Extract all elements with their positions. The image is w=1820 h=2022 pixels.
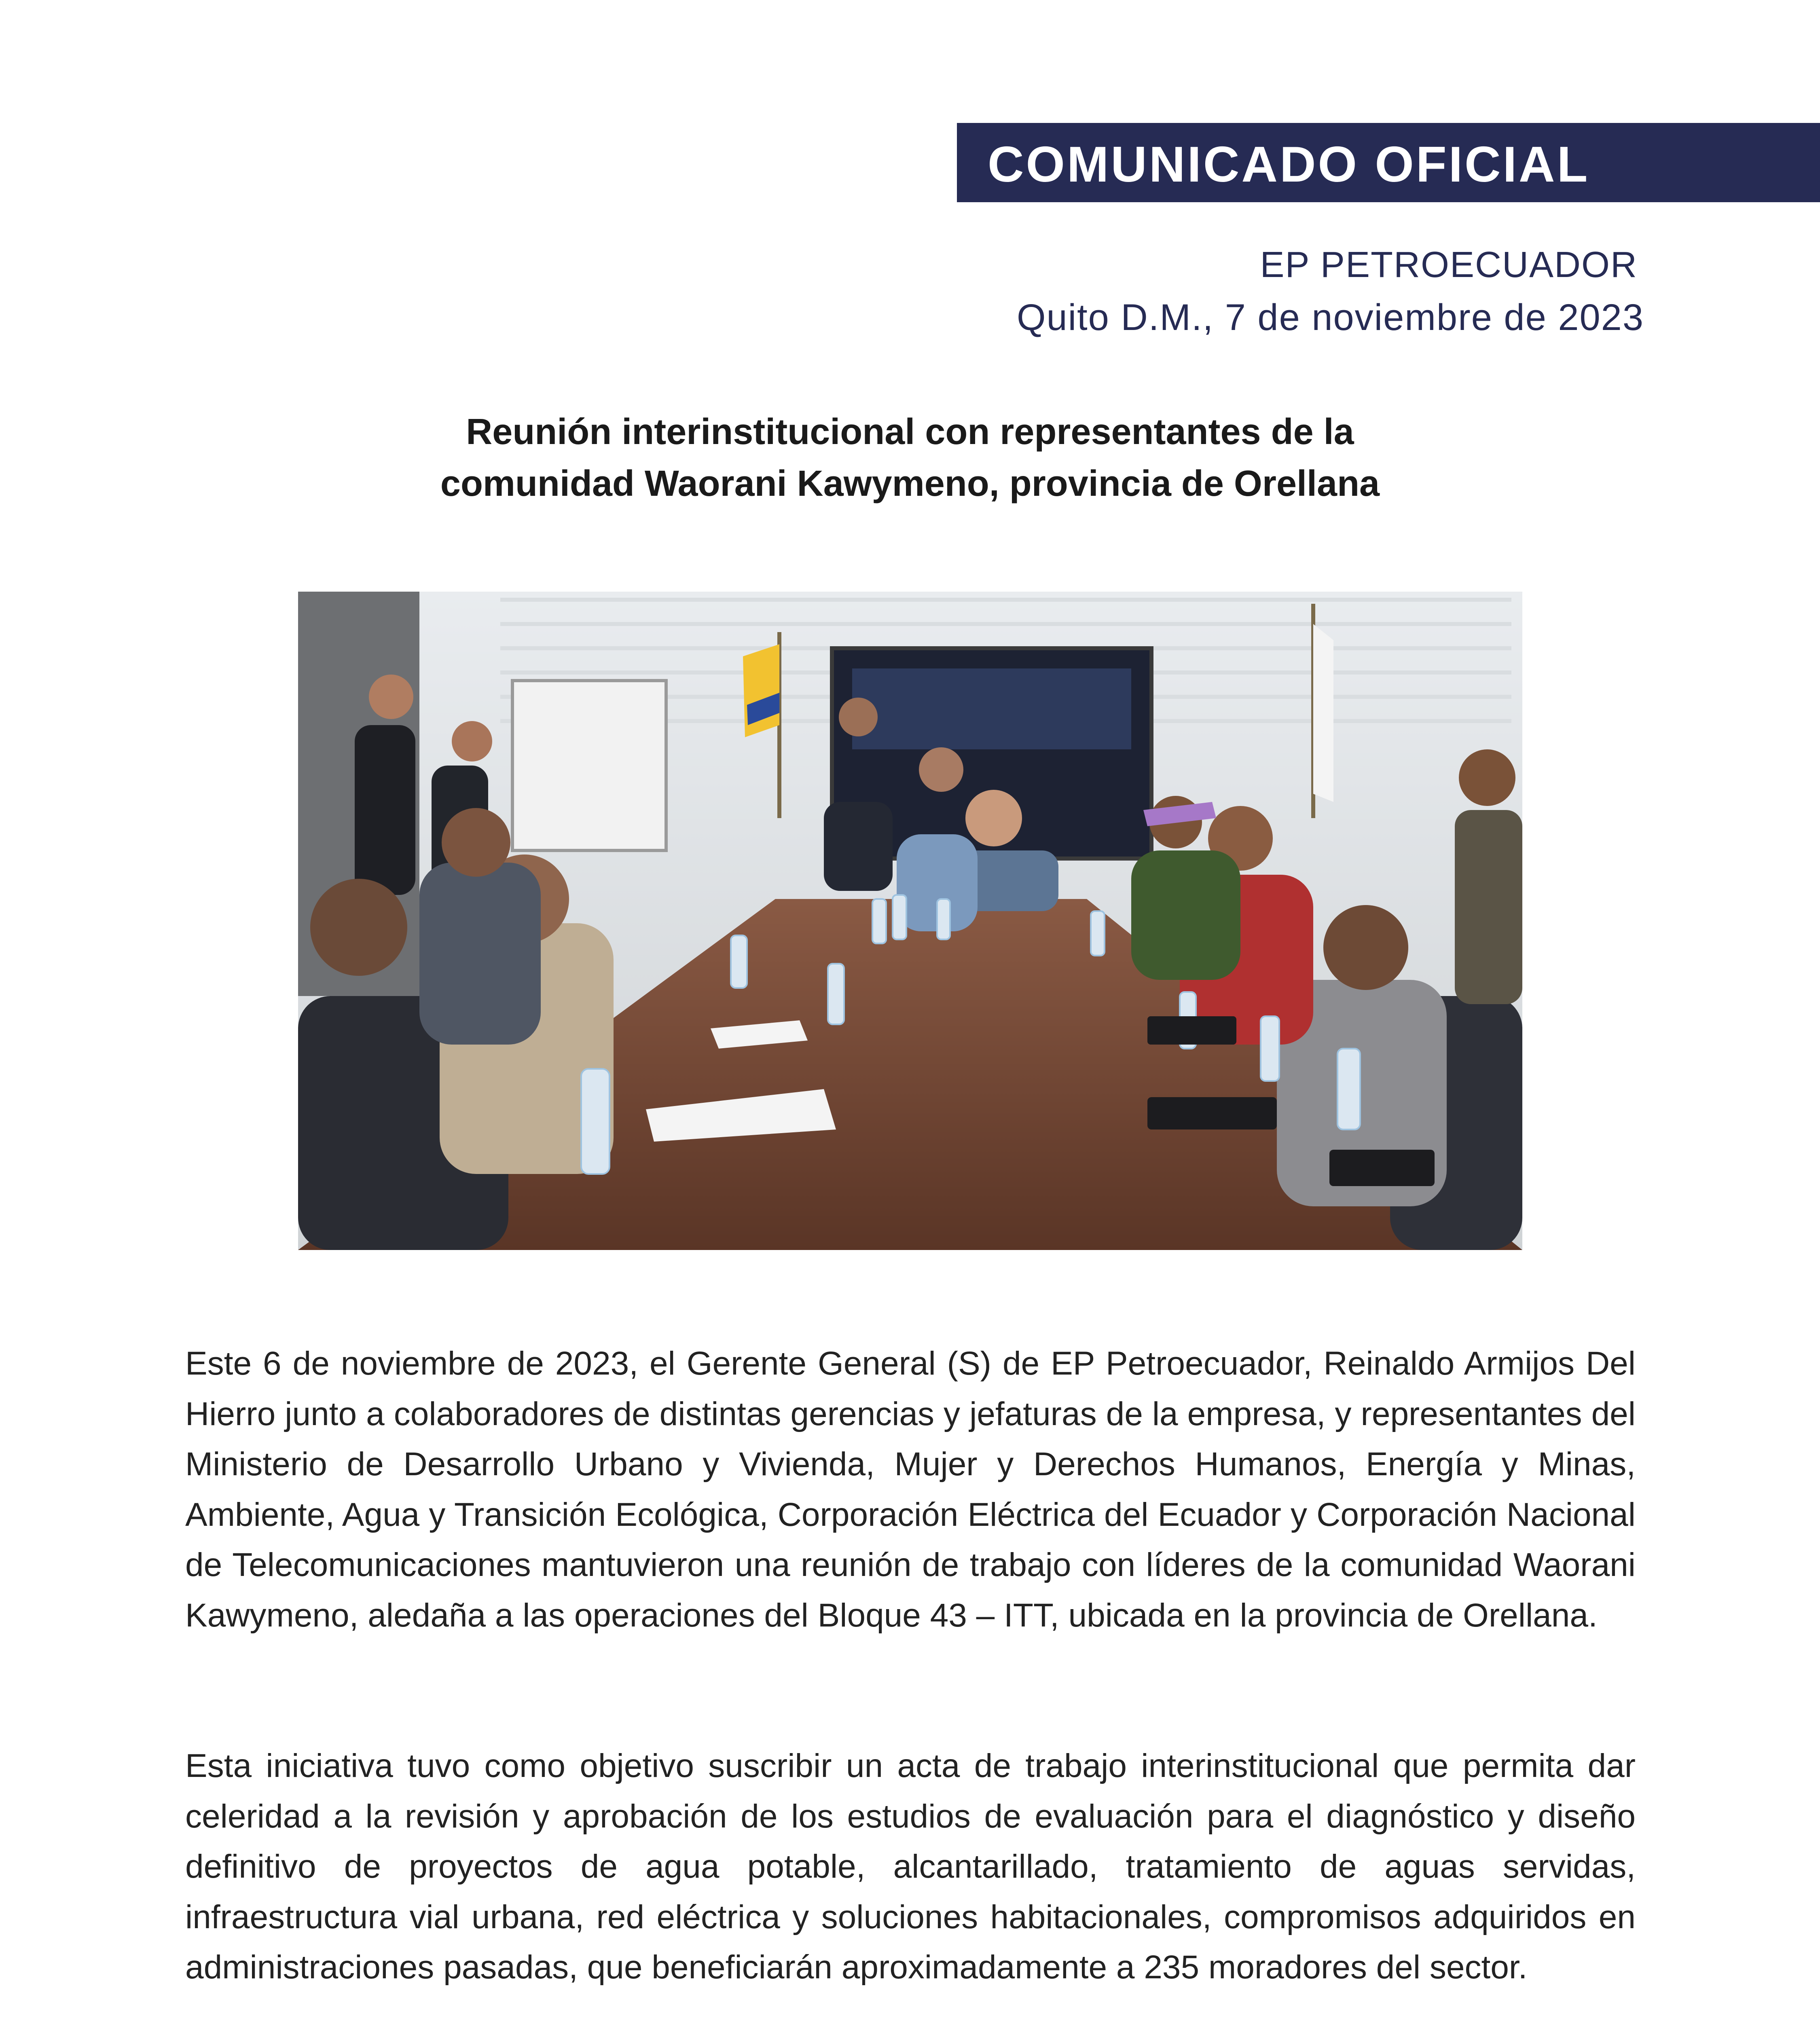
document-title (283, 406, 1537, 510)
title-line-2: comunidad Waorani Kawymeno, provincia de Orellana (440, 463, 1380, 504)
header-banner (957, 123, 1820, 202)
meeting-photo (298, 592, 1522, 1250)
paragraph-2: Esta iniciativa tuvo como objetivo suscribir un acta de trabajo interinstitucional que permita dar celeridad a la revisión y aprobación de los estudios de evaluación para el diagnóstico y diseño definitivo de proyectos de agua potable, alcantarillado, tratamiento de aguas servidas, infraestructura vial urbana, red eléctrica y soluciones habitacionales, compromisos adquiridos en administraciones pasadas, que beneficiarán aproximadamente a 235 moradores del sector. (185, 1747, 1636, 1986)
paragraph-1: Este 6 de noviembre de 2023, el Gerente General (S) de EP Petroecuador, Reinaldo Armijos Del Hierro junto a colaboradores de distintas gerencias y jefaturas de la empresa, y representantes del Ministerio de Desarrollo Urbano y Vivienda, Mujer y Derechos Humanos, Energía y Minas, Ambiente, Agua y Transición Ecológica, Corporación Eléctrica del Ecuador y Corporación Nacional de Telecomunicaciones mantuvieron una reunión de trabajo con líderes de la comunidad Waorani Kawymeno, aledaña a las operaciones del Bloque 43 – ITT, ubicada en la provincia de Orellana. (185, 1345, 1636, 1634)
meeting-photo-illustration (298, 592, 1522, 1250)
place-date: Quito D.M., 7 de noviembre de 2023 (1016, 297, 1644, 338)
title-line-1: Reunión interinstitucional con representantes de la (466, 412, 1354, 452)
banner-title: COMUNICADO OFICIAL (988, 137, 1590, 192)
body-text (185, 1339, 1636, 2022)
organization-name: EP PETROECUADOR (1260, 245, 1638, 285)
